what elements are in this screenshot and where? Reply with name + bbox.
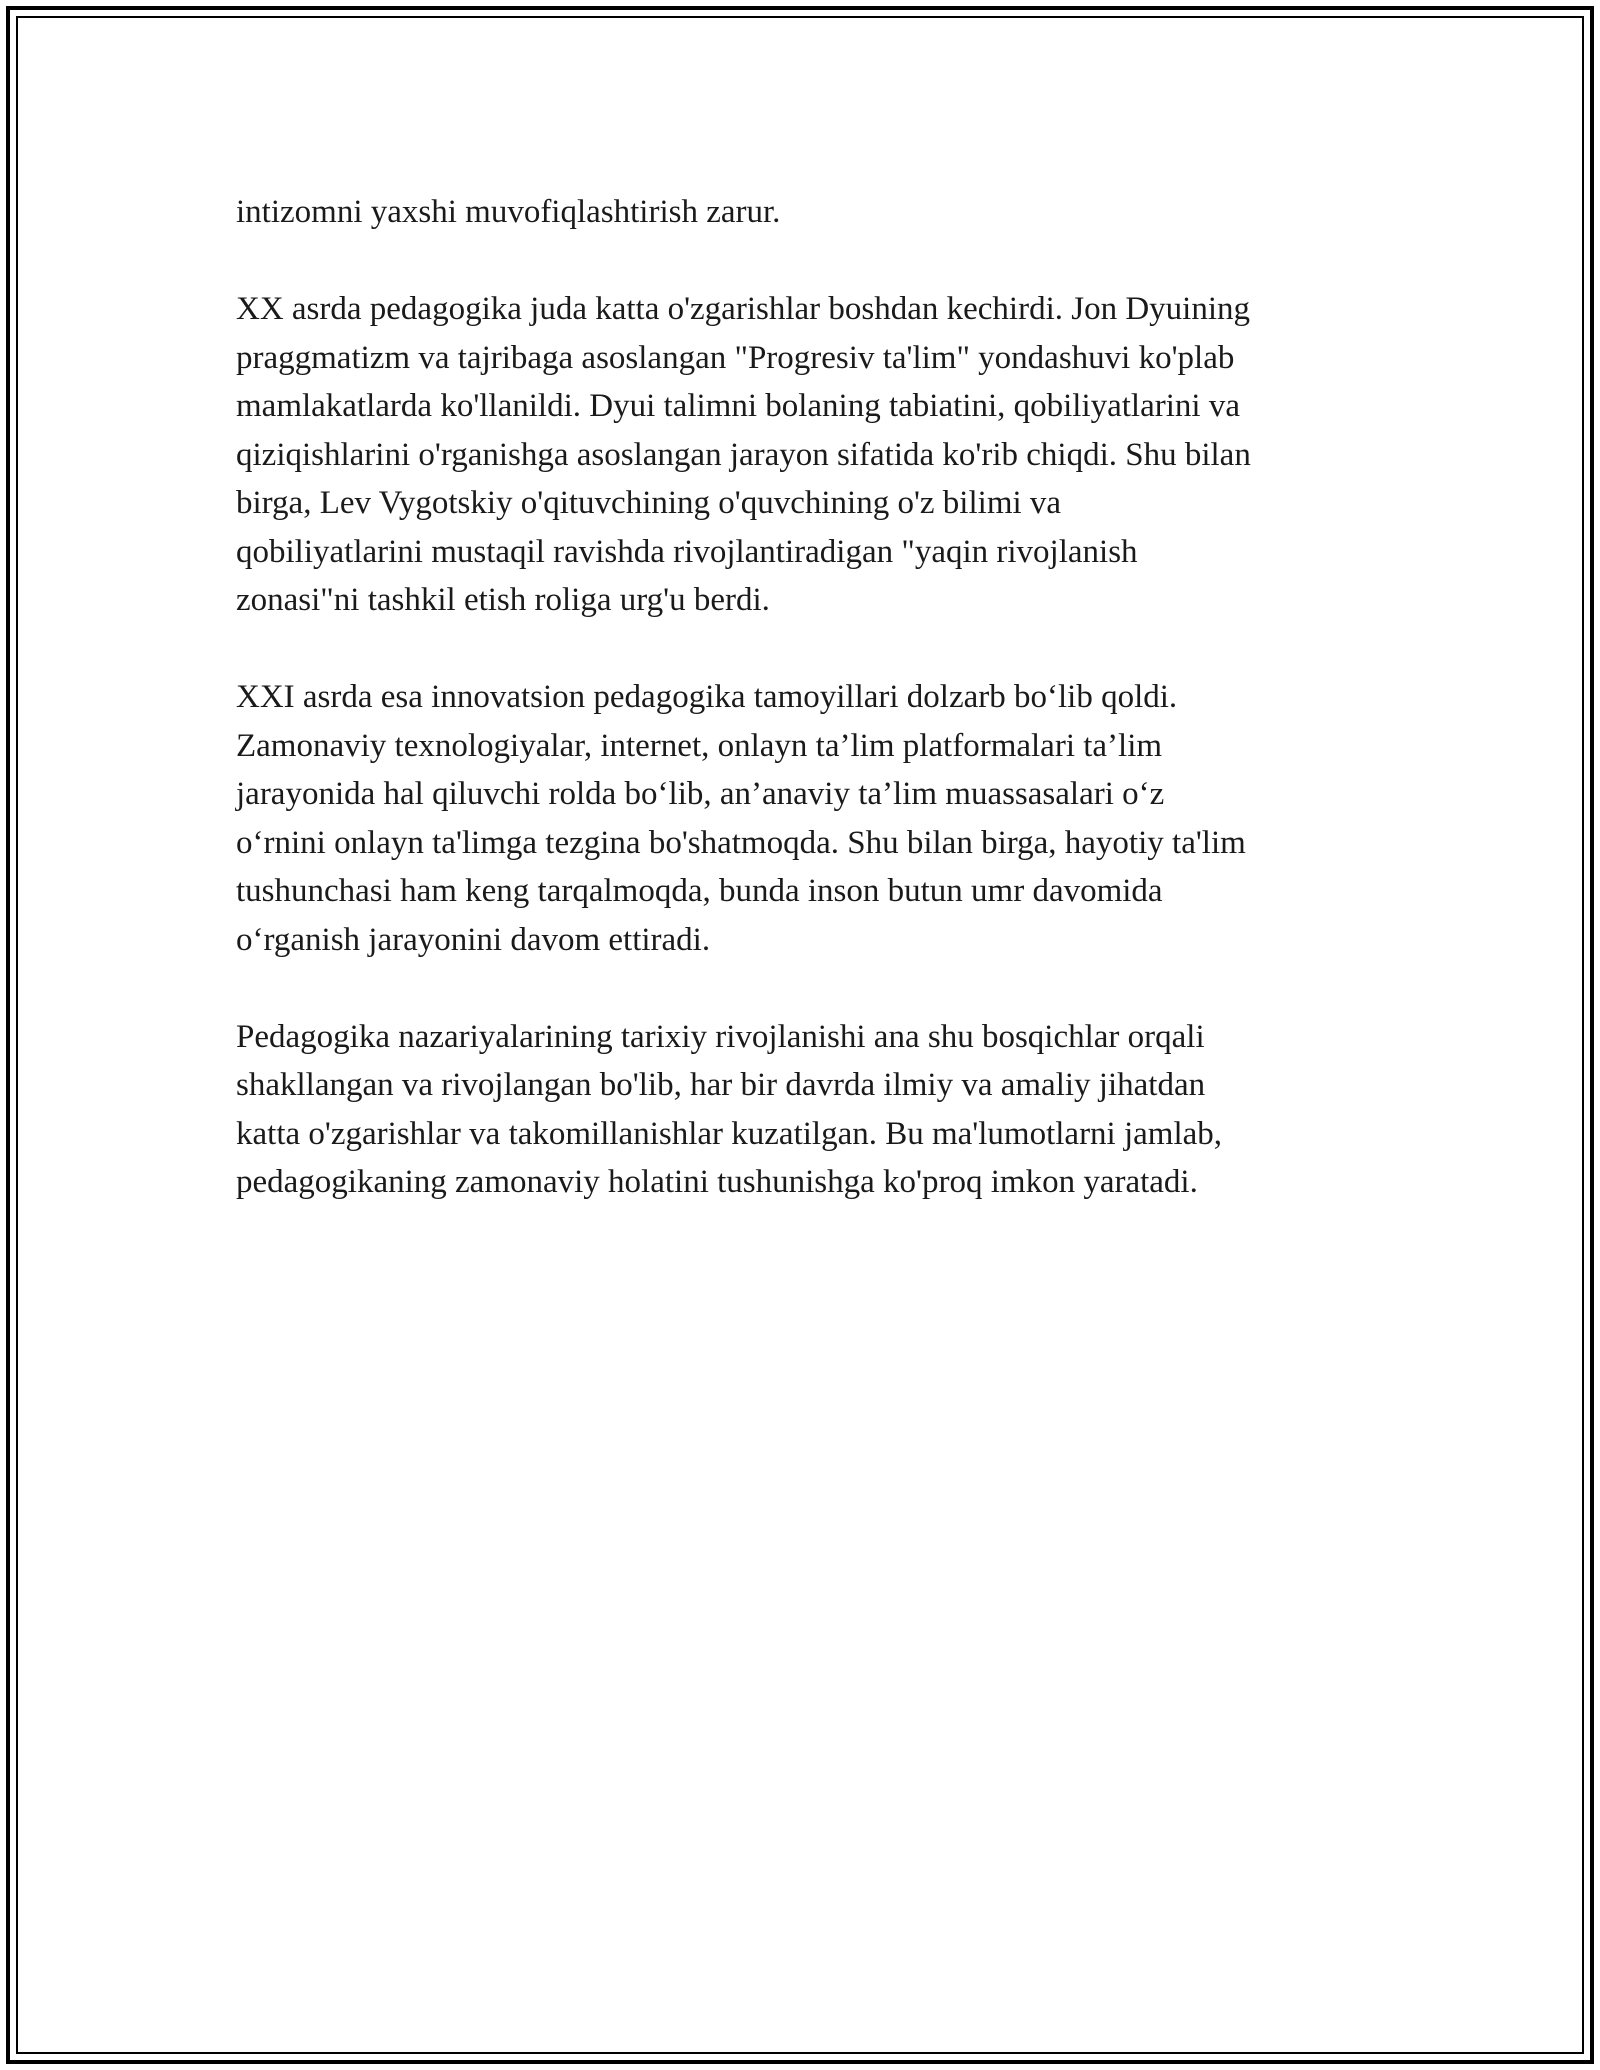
text-line: birga, Lev Vygotskiy o'qituvchining o'quvchining o'z bilimi va xyxy=(236,485,1062,521)
text-line: o‘rnini onlayn ta'limga tezgina bo'shatmoqda. Shu bilan birga, hayotiy ta'lim xyxy=(236,824,1246,861)
text-line: katta o'zgarishlar va takomillanishlar kuzatilgan. Bu ma'lumotlarni jamlab, xyxy=(236,1115,1223,1152)
paragraph-2 xyxy=(236,285,1366,625)
text-line: jarayonida hal qiluvchi rolda bo‘lib, an’anaviy ta’lim muassasalari o‘z xyxy=(236,776,1165,812)
text-line: XXI asrda esa innovatsion pedagogika tamoyillari dolzarb bo‘lib qoldi. xyxy=(236,679,1178,715)
paragraph-1 xyxy=(236,188,1366,237)
text-line: shakllangan va rivojlangan bo'lib, har bir davrda ilmiy va amaliy jihatdan xyxy=(236,1067,1206,1103)
text-line: praggmatizm va tajribaga asoslangan "Progresiv ta'lim" yondashuvi ko'plab xyxy=(236,339,1235,376)
text-line: zonasi"ni tashkil etish roliga urg'u berdi. xyxy=(236,582,770,618)
text-line: mamlakatlarda ko'llanildi. Dyui talimni bolaning tabiatini, qobiliyatlarini va xyxy=(236,388,1240,424)
text-line: XX asrda pedagogika juda katta o'zgarishlar boshdan kechirdi. Jon Dyuining xyxy=(236,291,1251,327)
text-line: Pedagogika nazariyalarining tarixiy rivojlanishi ana shu bosqichlar orqali xyxy=(236,1018,1205,1055)
text-line: Zamonaviy texnologiyalar, internet, onlayn ta’lim platformalari ta’lim xyxy=(236,727,1163,764)
text-line: intizomni yaxshi muvofiqlashtirish zarur. xyxy=(236,194,781,230)
text-line: tushunchasi ham keng tarqalmoqda, bunda inson butun umr davomida xyxy=(236,873,1163,909)
text-line: qobiliyatlarini mustaqil ravishda rivojlantiradigan "yaqin rivojlanish xyxy=(236,533,1138,570)
text-line: qiziqishlarini o'rganishga asoslangan jarayon sifatida ko'rib chiqdi. Shu bilan xyxy=(236,436,1251,473)
document-body xyxy=(236,188,1366,1255)
paragraph-3 xyxy=(236,673,1366,964)
paragraph-4 xyxy=(236,1013,1366,1207)
text-line: o‘rganish jarayonini davom ettiradi. xyxy=(236,921,711,958)
text-line: pedagogikaning zamonaviy holatini tushunishga ko'proq imkon yaratadi. xyxy=(236,1164,1198,1200)
